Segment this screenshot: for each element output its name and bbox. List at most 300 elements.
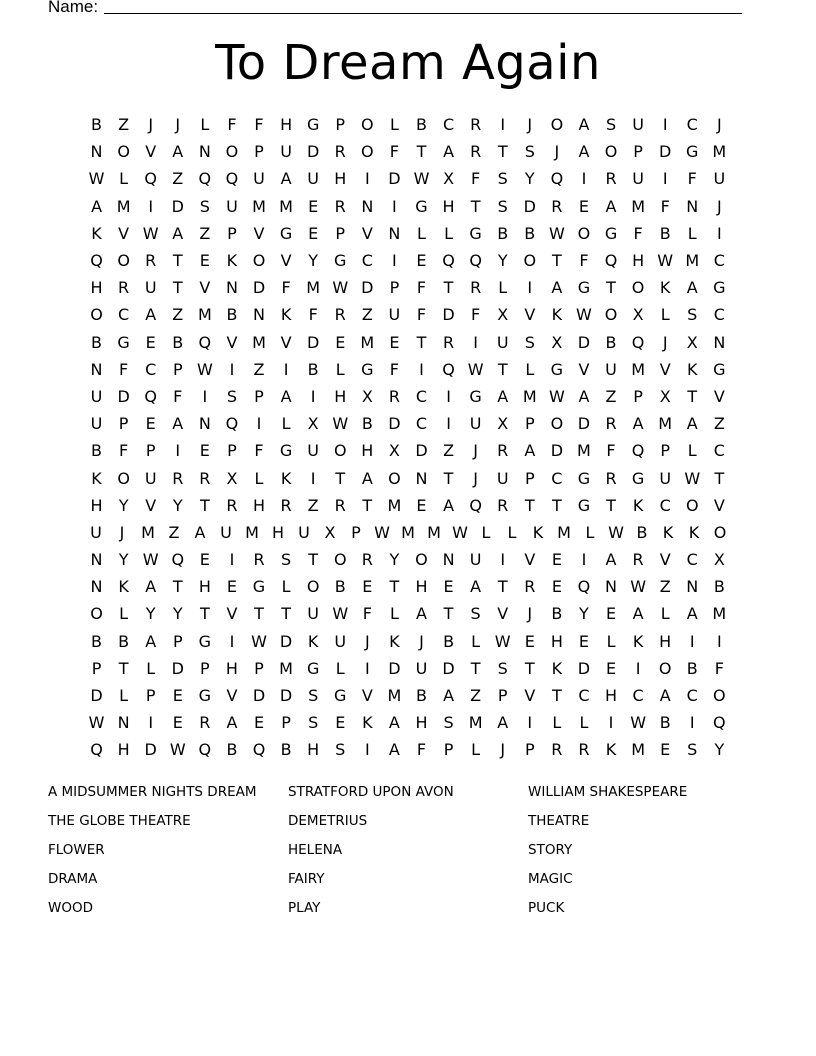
grid-letter: V xyxy=(253,223,265,243)
grid-letter: V xyxy=(578,359,590,379)
grid-letter: F xyxy=(362,604,372,624)
grid-letter: F xyxy=(633,223,643,243)
grid-letter: S xyxy=(497,658,508,678)
grid-letter: V xyxy=(226,332,238,352)
word-list-row xyxy=(48,778,768,807)
grid-letter: H xyxy=(90,278,103,298)
grid-letter: H xyxy=(271,522,285,542)
grid-letter: L xyxy=(471,631,481,651)
grid-letter: N xyxy=(442,550,455,570)
grid-letter: M xyxy=(577,441,591,461)
grid-letter: A xyxy=(632,604,644,624)
grid-letter: A xyxy=(686,278,698,298)
grid-letter: G xyxy=(577,278,591,298)
grid-letter: W xyxy=(467,359,484,379)
word-list-item: WOOD xyxy=(48,899,93,916)
grid-letter: E xyxy=(308,223,319,243)
grid-letter: Q xyxy=(713,713,726,733)
grid-letter: T xyxy=(524,495,535,515)
grid-letter: R xyxy=(442,332,455,352)
grid-letter: T xyxy=(497,359,508,379)
grid-letter: T xyxy=(308,550,319,570)
grid-letter: B xyxy=(280,740,292,760)
grid-letter: D xyxy=(279,631,293,651)
grid-letter: U xyxy=(496,468,509,488)
grid-letter: M xyxy=(468,713,483,733)
word-list xyxy=(48,778,768,922)
grid-letter: R xyxy=(605,414,617,434)
grid-letter: R xyxy=(253,550,265,570)
grid-letter: U xyxy=(632,115,644,135)
grid-letter: I xyxy=(364,169,370,189)
grid-letter: B xyxy=(91,115,103,135)
grid-letter: B xyxy=(605,332,617,352)
grid-letter: E xyxy=(199,251,210,271)
grid-letter: Y xyxy=(524,169,535,189)
grid-letter: G xyxy=(198,686,212,706)
grid-letter: Q xyxy=(550,169,564,189)
grid-letter: A xyxy=(280,169,292,189)
grid-letter: P xyxy=(633,386,643,406)
grid-letter: P xyxy=(227,223,237,243)
grid-row xyxy=(83,492,733,519)
grid-letter: X xyxy=(497,305,509,325)
grid-letter: L xyxy=(471,740,481,760)
grid-letter: L xyxy=(281,577,291,597)
grid-letter: R xyxy=(470,278,482,298)
grid-letter: M xyxy=(685,251,700,271)
grid-letter: K xyxy=(389,631,400,651)
grid-letter: A xyxy=(145,631,157,651)
grid-letter: A xyxy=(361,468,373,488)
grid-letter: N xyxy=(90,142,103,162)
word-list-row xyxy=(48,836,768,865)
grid-letter: J xyxy=(527,115,533,135)
grid-letter: U xyxy=(632,169,644,189)
grid-letter: P xyxy=(254,142,264,162)
grid-letter: E xyxy=(308,196,319,216)
grid-letter: K xyxy=(307,631,319,651)
grid-letter: H xyxy=(225,658,238,678)
grid-letter: J xyxy=(419,631,424,651)
grid-letter: Z xyxy=(361,305,373,325)
grid-letter: W xyxy=(169,740,186,760)
grid-letter: R xyxy=(334,196,346,216)
grid-letter: T xyxy=(416,332,427,352)
grid-letter: J xyxy=(554,142,560,162)
word-list-item: DEMETRIUS xyxy=(288,813,368,830)
grid-letter: A xyxy=(686,604,698,624)
grid-letter: R xyxy=(497,495,509,515)
grid-letter: Z xyxy=(713,414,725,434)
grid-letter: R xyxy=(280,495,292,515)
grid-letter: V xyxy=(524,305,536,325)
grid-letter: O xyxy=(604,142,618,162)
grid-letter: V xyxy=(524,550,536,570)
grid-letter: I xyxy=(419,359,424,379)
grid-letter: W xyxy=(332,278,349,298)
grid-letter: I xyxy=(446,414,451,434)
grid-letter: C xyxy=(713,441,725,461)
grid-letter: B xyxy=(118,631,130,651)
grid-row xyxy=(83,410,733,437)
grid-letter: P xyxy=(145,686,156,706)
grid-letter: F xyxy=(119,359,129,379)
grid-row xyxy=(83,165,733,192)
grid-letter: D xyxy=(388,414,401,434)
grid-letter: H xyxy=(605,686,618,706)
grid-letter: W xyxy=(548,223,565,243)
grid-letter: K xyxy=(362,713,373,733)
grid-letter: C xyxy=(578,686,590,706)
grid-letter: O xyxy=(550,115,564,135)
grid-letter: T xyxy=(443,604,454,624)
grid-letter: R xyxy=(199,468,211,488)
grid-letter: B xyxy=(226,305,238,325)
grid-letter: A xyxy=(686,414,698,434)
grid-letter: D xyxy=(171,658,184,678)
grid-letter: F xyxy=(471,169,481,189)
grid-letter: D xyxy=(577,658,591,678)
grid-letter: K xyxy=(551,658,563,678)
grid-letter: L xyxy=(200,115,210,135)
grid-letter: R xyxy=(118,278,130,298)
grid-letter: G xyxy=(117,332,130,352)
grid-letter: W xyxy=(576,305,592,325)
grid-letter: M xyxy=(252,196,266,216)
grid-letter: I xyxy=(446,386,451,406)
word-list-item: DRAMA xyxy=(48,870,98,887)
grid-letter: I xyxy=(392,196,397,216)
grid-letter: I xyxy=(256,414,262,434)
grid-letter: W xyxy=(142,550,159,570)
grid-letter: Y xyxy=(579,604,589,624)
grid-letter: P xyxy=(524,414,535,434)
grid-letter: K xyxy=(662,522,674,542)
grid-letter: B xyxy=(307,359,319,379)
grid-letter: O xyxy=(415,550,428,570)
grid-row xyxy=(83,111,733,138)
grid-letter: I xyxy=(689,631,695,651)
grid-letter: T xyxy=(551,251,562,271)
grid-letter: J xyxy=(716,196,722,216)
grid-letter: D xyxy=(361,278,374,298)
grid-letter: C xyxy=(632,686,644,706)
grid-letter: D xyxy=(388,658,401,678)
grid-letter: Z xyxy=(443,441,455,461)
grid-letter: M xyxy=(401,522,415,542)
grid-letter: W xyxy=(413,169,430,189)
grid-letter: S xyxy=(497,169,508,189)
grid-letter: E xyxy=(551,550,562,570)
grid-letter: J xyxy=(500,740,506,760)
grid-letter: U xyxy=(334,631,347,651)
grid-letter: I xyxy=(527,713,533,733)
grid-letter: P xyxy=(91,658,102,678)
grid-letter: J xyxy=(175,115,181,135)
grid-letter: S xyxy=(605,115,617,135)
grid-letter: V xyxy=(713,495,725,515)
grid-letter: C xyxy=(361,251,373,271)
grid-letter: H xyxy=(280,115,293,135)
grid-letter: F xyxy=(281,278,291,298)
grid-letter: D xyxy=(577,414,591,434)
grid-letter: J xyxy=(473,441,478,461)
grid-letter: G xyxy=(577,495,591,515)
grid-row xyxy=(83,709,733,736)
grid-letter: W xyxy=(494,631,511,651)
grid-letter: K xyxy=(605,740,617,760)
grid-letter: F xyxy=(416,278,427,298)
grid-letter: E xyxy=(199,441,210,461)
grid-row xyxy=(83,628,733,655)
grid-letter: E xyxy=(253,713,265,733)
grid-row xyxy=(83,329,733,356)
grid-letter: P xyxy=(254,386,264,406)
grid-letter: C xyxy=(145,359,157,379)
grid-letter: R xyxy=(226,495,238,515)
grid-letter: W xyxy=(332,604,349,624)
grid-letter: L xyxy=(119,169,129,189)
grid-letter: S xyxy=(443,713,454,733)
grid-letter: B xyxy=(636,522,648,542)
grid-letter: Y xyxy=(118,550,129,570)
grid-row xyxy=(83,600,733,627)
grid-letter: K xyxy=(687,359,698,379)
word-list-item: STRATFORD UPON AVON xyxy=(288,784,454,801)
grid-letter: F xyxy=(416,740,427,760)
grid-letter: R xyxy=(361,550,373,570)
grid-row xyxy=(83,519,733,546)
grid-letter: L xyxy=(444,223,454,243)
grid-row xyxy=(83,220,733,247)
grid-letter: R xyxy=(334,305,346,325)
grid-letter: D xyxy=(550,441,564,461)
grid-letter: T xyxy=(172,251,183,271)
grid-letter: L xyxy=(335,359,345,379)
grid-letter: E xyxy=(226,577,237,597)
grid-letter: E xyxy=(335,332,346,352)
grid-letter: V xyxy=(713,386,725,406)
grid-letter: L xyxy=(335,658,345,678)
grid-letter: R xyxy=(388,386,400,406)
grid-letter: Y xyxy=(308,251,319,271)
grid-letter: G xyxy=(252,577,266,597)
grid-letter: X xyxy=(713,550,725,570)
grid-letter: A xyxy=(443,686,455,706)
grid-letter: A xyxy=(194,522,206,542)
grid-letter: I xyxy=(581,550,587,570)
grid-letter: R xyxy=(605,169,617,189)
grid-letter: M xyxy=(279,196,293,216)
grid-letter: E xyxy=(172,686,183,706)
grid-letter: U xyxy=(605,359,617,379)
grid-letter: P xyxy=(497,686,508,706)
grid-letter: K xyxy=(91,468,102,488)
grid-letter: T xyxy=(443,278,454,298)
grid-letter: J xyxy=(148,115,154,135)
grid-letter: A xyxy=(632,414,644,434)
grid-letter: O xyxy=(685,495,699,515)
grid-letter: Q xyxy=(144,169,157,189)
grid-letter: L xyxy=(119,686,129,706)
grid-letter: S xyxy=(199,196,210,216)
grid-letter: V xyxy=(659,550,671,570)
grid-letter: E xyxy=(578,196,589,216)
grid-letter: L xyxy=(525,359,535,379)
grid-letter: X xyxy=(361,386,373,406)
grid-letter: U xyxy=(90,386,103,406)
grid-letter: T xyxy=(551,495,562,515)
grid-letter: Q xyxy=(604,251,618,271)
grid-letter: R xyxy=(334,142,346,162)
grid-letter: B xyxy=(686,658,698,678)
grid-letter: O xyxy=(90,305,103,325)
grid-letter: V xyxy=(524,686,536,706)
grid-letter: B xyxy=(334,577,346,597)
word-list-item: THE GLOBE THEATRE xyxy=(48,813,191,830)
grid-letter: A xyxy=(443,495,455,515)
grid-letter: B xyxy=(713,577,725,597)
grid-letter: I xyxy=(716,631,722,651)
grid-row xyxy=(83,356,733,383)
grid-letter: F xyxy=(579,251,589,271)
grid-letter: N xyxy=(605,577,617,597)
grid-letter: P xyxy=(351,522,361,542)
word-list-item: MAGIC xyxy=(528,870,573,887)
grid-letter: L xyxy=(585,522,595,542)
name-label: Name: xyxy=(48,0,99,16)
grid-letter: Q xyxy=(442,251,455,271)
grid-letter: D xyxy=(442,658,455,678)
grid-letter: Z xyxy=(168,522,180,542)
grid-letter: A xyxy=(145,305,157,325)
grid-letter: P xyxy=(524,468,535,488)
grid-letter: B xyxy=(659,713,671,733)
word-list-item: THEATRE xyxy=(528,813,590,830)
grid-letter: T xyxy=(497,142,508,162)
grid-letter: D xyxy=(171,196,184,216)
grid-letter: B xyxy=(415,115,427,135)
grid-letter: P xyxy=(227,441,237,461)
grid-letter: C xyxy=(659,495,671,515)
grid-letter: F xyxy=(254,115,264,135)
grid-letter: K xyxy=(688,522,700,542)
grid-row xyxy=(83,546,733,573)
grid-letter: P xyxy=(254,658,264,678)
grid-letter: G xyxy=(577,468,591,488)
grid-letter: K xyxy=(532,522,544,542)
grid-letter: M xyxy=(557,522,571,542)
grid-letter: N xyxy=(90,359,103,379)
grid-letter: B xyxy=(443,631,455,651)
grid-letter: L xyxy=(552,713,562,733)
grid-letter: V xyxy=(199,278,211,298)
grid-letter: T xyxy=(470,658,481,678)
grid-letter: Q xyxy=(225,414,239,434)
grid-letter: V xyxy=(361,686,373,706)
grid-letter: O xyxy=(361,115,374,135)
grid-letter: K xyxy=(632,631,644,651)
grid-letter: H xyxy=(334,386,347,406)
grid-letter: B xyxy=(415,686,427,706)
grid-letter: O xyxy=(333,550,347,570)
grid-letter: B xyxy=(361,414,373,434)
grid-letter: Q xyxy=(198,332,212,352)
grid-letter: D xyxy=(144,740,157,760)
grid-letter: T xyxy=(281,604,291,624)
grid-letter: O xyxy=(306,577,320,597)
grid-letter: F xyxy=(471,305,481,325)
grid-letter: U xyxy=(469,550,482,570)
grid-letter: F xyxy=(119,441,129,461)
grid-letter: X xyxy=(307,414,319,434)
grid-letter: D xyxy=(577,332,591,352)
grid-letter: S xyxy=(335,740,346,760)
grid-letter: T xyxy=(172,577,183,597)
grid-letter: W xyxy=(452,522,468,542)
grid-letter: U xyxy=(307,441,320,461)
grid-letter: C xyxy=(686,550,698,570)
grid-letter: R xyxy=(199,713,211,733)
grid-letter: O xyxy=(225,142,239,162)
grid-letter: O xyxy=(388,468,401,488)
grid-letter: T xyxy=(172,278,183,298)
grid-letter: W xyxy=(657,251,674,271)
grid-letter: O xyxy=(117,142,130,162)
grid-letter: D xyxy=(659,142,672,162)
grid-letter: Q xyxy=(469,495,482,515)
grid-letter: B xyxy=(497,223,509,243)
grid-letter: C xyxy=(442,115,455,135)
grid-letter: S xyxy=(524,142,535,162)
grid-letter: M xyxy=(116,196,131,216)
grid-letter: A xyxy=(226,713,238,733)
grid-letter: C xyxy=(551,468,563,488)
grid-letter: N xyxy=(117,713,130,733)
grid-letter: I xyxy=(608,713,614,733)
grid-letter: U xyxy=(253,169,265,189)
grid-row xyxy=(83,573,733,600)
grid-letter: I xyxy=(473,332,478,352)
grid-letter: D xyxy=(523,196,536,216)
grid-letter: N xyxy=(686,577,699,597)
grid-letter: C xyxy=(686,686,698,706)
grid-letter: O xyxy=(523,251,537,271)
grid-letter: T xyxy=(118,658,129,678)
word-list-item: FLOWER xyxy=(48,841,105,858)
grid-letter: N xyxy=(388,223,401,243)
grid-letter: Q xyxy=(90,740,103,760)
grid-letter: L xyxy=(687,441,697,461)
grid-letter: W xyxy=(332,414,349,434)
grid-letter: O xyxy=(631,278,645,298)
grid-letter: O xyxy=(117,468,130,488)
grid-letter: G xyxy=(279,223,293,243)
grid-letter: G xyxy=(550,359,564,379)
grid-letter: V xyxy=(145,142,157,162)
grid-letter: E xyxy=(605,658,617,678)
grid-letter: M xyxy=(245,522,259,542)
grid-row xyxy=(83,682,733,709)
grid-letter: W xyxy=(251,631,267,651)
grid-letter: M xyxy=(387,686,402,706)
grid-letter: Q xyxy=(90,251,103,271)
grid-letter: Q xyxy=(198,169,212,189)
grid-letter: D xyxy=(388,169,401,189)
word-list-item: PLAY xyxy=(288,899,321,916)
grid-letter: U xyxy=(90,414,103,434)
